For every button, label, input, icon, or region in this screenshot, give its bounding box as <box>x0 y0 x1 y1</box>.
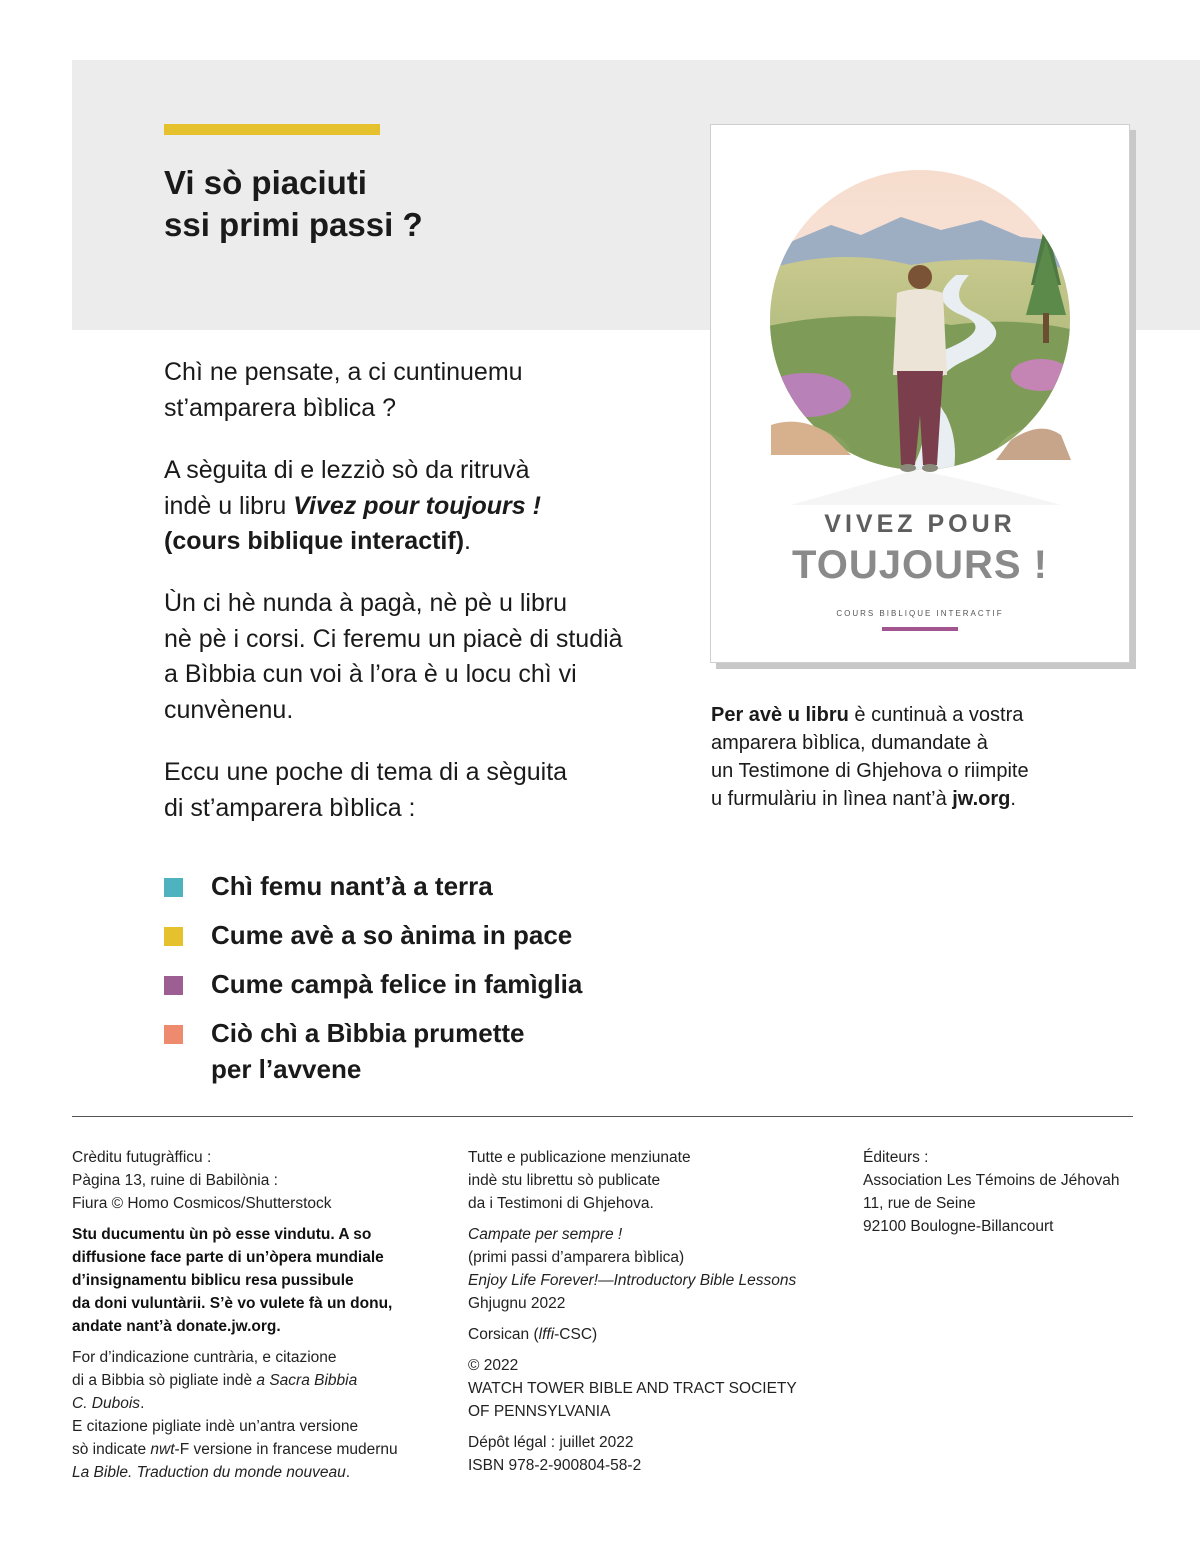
book-paragraph <box>164 453 684 560</box>
topic-item <box>164 868 664 904</box>
free-line-4: cunvènenu. <box>164 695 294 724</box>
citation-text: -F versione in francese mudernu <box>174 1441 398 1458</box>
not-for-sale-notice <box>72 1223 442 1338</box>
cta-text-1: è cuntinuà a vostra <box>848 704 1024 726</box>
credit-line: Fiura © Homo Cosmicos/Shutterstock <box>72 1195 332 1212</box>
topic-item <box>164 917 664 953</box>
copyright-line: © 2022 <box>468 1357 519 1374</box>
cover-subtitle: COURS BIBLIQUE INTERACTIF <box>836 609 1004 618</box>
book-line-3 <box>164 524 684 560</box>
credit-line: Pàgina 13, ruine di Babilònia : <box>72 1172 278 1189</box>
topic-label-line-2: per l’avvene <box>211 1054 362 1084</box>
editor-line: Association Les Témoins de Jéhovah <box>863 1172 1120 1189</box>
topic-label: Chì femu nant’à a terra <box>211 871 493 901</box>
topic-item <box>164 1015 664 1087</box>
book-title: Vivez pour toujours ! <box>293 491 541 520</box>
sale-line: da doni vuluntàrii. S’è vo vulete fà un donu, <box>72 1295 393 1312</box>
page-title <box>164 162 584 246</box>
cover-title-line-2: TOUJOURS ! <box>792 543 1048 587</box>
jw-org-link[interactable]: jw.org <box>952 788 1011 810</box>
title-line: Campate per sempre ! <box>468 1226 623 1243</box>
free-line-3: a Bìbbia cun voi à l’ora è u locu chì vi <box>164 660 577 688</box>
book-end: . <box>464 527 471 555</box>
cta-line-3: un Testimone di Ghjehova o riimpite <box>711 760 1029 782</box>
topics-intro-line-1: Eccu une poche di tema di a sèguita <box>164 758 568 786</box>
footer-column-credits <box>72 1146 442 1492</box>
page-title-line-2: ssi primi passi ? <box>164 206 423 243</box>
intro-line-2: st’amparera bìblica ? <box>164 393 397 422</box>
topic-label: Cume avè a so ànima in pace <box>211 920 573 950</box>
citation-bible-author: C. Dubois <box>72 1395 141 1412</box>
book-line-1: A sèguita di e lezziò sò da ritruvà <box>164 456 530 484</box>
topic-bullet <box>164 927 183 946</box>
title-line: Enjoy Life Forever!—Introductory Bible Lessons <box>468 1272 797 1289</box>
intro-line-1: Chì ne pensate, a ci cuntinuemu <box>164 358 523 386</box>
topic-bullet <box>164 976 183 995</box>
cta-text-4: u furmulàriu in lìnea nant’à <box>711 788 953 810</box>
book-line-2 <box>164 489 684 525</box>
cover-accent-rule <box>882 627 958 631</box>
topic-bullet <box>164 878 183 897</box>
cta-line-2: amparera bìblica, dumandate à <box>711 732 988 754</box>
book-cover <box>710 124 1130 663</box>
copyright-line: WATCH TOWER BIBLE AND TRACT SOCIETY <box>468 1380 797 1397</box>
topics-intro-line-2: di st’amparera bìblica : <box>164 793 416 822</box>
citation-prefix: sò indicate <box>72 1441 151 1458</box>
legal-line: ISBN 978-2-900804-58-2 <box>468 1457 642 1474</box>
cover-title-line-1: VIVEZ POUR <box>824 510 1016 538</box>
citation-line <box>72 1392 442 1415</box>
citation-notice <box>72 1346 442 1484</box>
cta-bold-prefix: Per avè u libru <box>711 704 849 726</box>
topics-intro-paragraph <box>164 755 684 826</box>
citation-prefix: di a Bibbia sò pigliate indè <box>72 1372 257 1389</box>
accent-bar <box>164 124 380 135</box>
lang-code: lffi <box>538 1326 555 1343</box>
citation-version-title: La Bible. Traduction du monde nouveau <box>72 1464 346 1481</box>
language-code <box>468 1323 848 1346</box>
footer-column-editors <box>863 1146 1163 1246</box>
footer-divider <box>72 1116 1133 1117</box>
topic-item <box>164 966 664 1002</box>
pub-line: da i Testimoni di Ghjehova. <box>468 1195 654 1212</box>
free-paragraph <box>164 586 684 728</box>
publication-title <box>468 1223 848 1315</box>
copyright-line: OF PENNSYLVANIA <box>468 1403 611 1420</box>
credit-line: Crèditu futugràfficu : <box>72 1149 212 1166</box>
citation-line: E citazione pigliate indè un’antra versione <box>72 1418 359 1435</box>
sale-line: d’insignamentu biblicu resa pussibule <box>72 1272 354 1289</box>
topic-bullet <box>164 1025 183 1044</box>
copyright <box>468 1354 848 1423</box>
title-line: Ghjugnu 2022 <box>468 1295 566 1312</box>
citation-line <box>72 1369 442 1392</box>
topic-label: Ciò chì a Bìbbia prumette <box>211 1018 525 1048</box>
editor-line: 11, rue de Seine <box>863 1195 976 1212</box>
lang-end: -CSC) <box>554 1326 598 1343</box>
citation-abbrev: nwt <box>150 1441 175 1458</box>
citation-end: . <box>345 1464 351 1481</box>
sale-line: diffusione face parte di un’òpera mundiale <box>72 1249 384 1266</box>
book-subtitle: (cours biblique interactif) <box>164 527 465 555</box>
cta-line-1 <box>711 701 1131 729</box>
topics-list <box>164 868 664 1100</box>
lang-prefix: Corsican ( <box>468 1326 539 1343</box>
intro-paragraph <box>164 355 684 426</box>
free-line-1: Ùn ci hè nunda à pagà, nè pè u libru <box>164 589 568 617</box>
legal-info <box>468 1431 848 1477</box>
citation-line <box>72 1461 442 1484</box>
free-line-2: nè pè i corsi. Ci feremu un piacè di studià <box>164 624 623 653</box>
page-title-line-1: Vi sò piaciuti <box>164 164 367 201</box>
photo-credit <box>72 1146 442 1215</box>
citation-end: . <box>140 1395 145 1412</box>
legal-line: Dépôt légal : juillet 2022 <box>468 1434 634 1451</box>
pub-line: Tutte e publicazione menziunate <box>468 1149 691 1166</box>
editors-address <box>863 1146 1163 1238</box>
citation-line <box>72 1438 442 1461</box>
sale-line: Stu ducumentu ùn pò esse vindutu. A so <box>72 1226 372 1243</box>
sale-line: andate nant’à donate.jw.org. <box>72 1318 281 1335</box>
topic-label: Cume campà felice in famìglia <box>211 969 583 999</box>
cta-end: . <box>1010 788 1016 810</box>
citation-line: For d’indicazione cuntrària, e citazione <box>72 1349 337 1366</box>
editor-line: 92100 Boulogne-Billancourt <box>863 1218 1054 1235</box>
title-line: (primi passi d’amparera bìblica) <box>468 1249 685 1266</box>
cta-line-4 <box>711 785 1131 813</box>
pub-line: indè stu librettu sò publicate <box>468 1172 661 1189</box>
footer-column-publication <box>468 1146 848 1485</box>
editor-line: Éditeurs : <box>863 1149 929 1166</box>
publisher-note <box>468 1146 848 1215</box>
book-prefix: indè u libru <box>164 491 294 520</box>
get-book-paragraph <box>711 701 1131 813</box>
citation-bible-title: a Sacra Bibbia <box>256 1372 358 1389</box>
